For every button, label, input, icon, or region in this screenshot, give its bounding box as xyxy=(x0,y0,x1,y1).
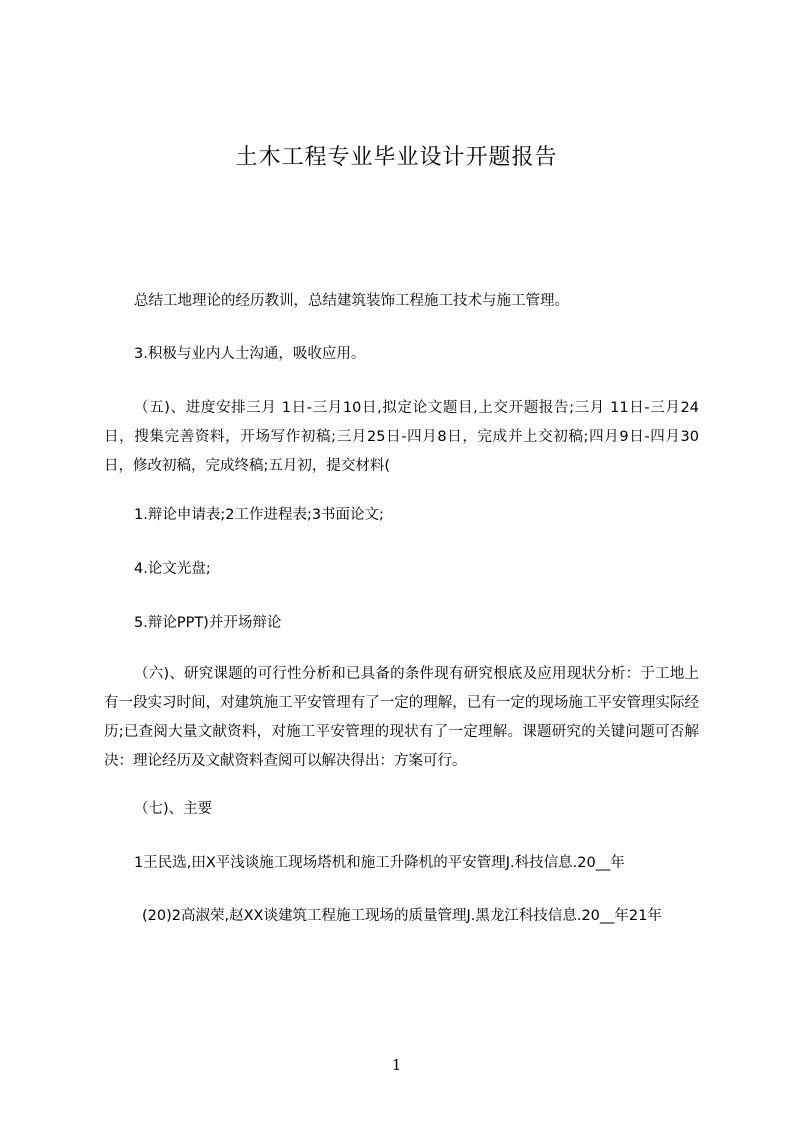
paragraph-materials-list: 1.辩论申请表;2工作进程表;3书面论文; xyxy=(134,507,384,523)
paragraph-summary: 总结工地理论的经历教训，总结建筑装饰工程施工技术与施工管理。 xyxy=(134,293,569,309)
paragraph-feasibility xyxy=(104,660,699,776)
paragraph-defense: 5.辩论PPT)并开场辩论 xyxy=(134,615,282,631)
paragraph-feasibility-text: （六)、研究课题的可行性分析和已具备的条件现有研究根底及应用现状分析：于工地上有一段实习时间，对建筑施工平安管理有了一定的理解，已有一定的现场施工平安管理实际经历;已查阅大量文献资料，对施工平安管理的现状有了一定理解。课题研究的关键问题可否解决：理论经历及文献资料查阅可以解决得出：方案可行。 xyxy=(104,666,699,769)
reference-2-text: (20)2高淑荣,赵XX谈建筑工程施工现场的质量管理J.黑龙江科技信息.20__年21年 xyxy=(142,908,662,924)
page-number: 1 xyxy=(391,1056,402,1074)
paragraph-schedule-text: （五)、进度安排三月 1日-三月10日,拟定论文题目,上交开题报告;三月 11日-三月24日，搜集完善资料，开场写作初稿;三月25日-四月8日，完成并上交初稿;四月9日-四月30日，修改初稿，完成终稿;五月初，提交材料( xyxy=(104,400,699,474)
paragraph-schedule xyxy=(104,394,699,481)
paragraph-communication: 3.积极与业内人士沟通，吸收应用。 xyxy=(134,346,366,362)
document-title: 土木工程专业毕业设计开题报告 xyxy=(235,145,558,170)
reference-1: 1王民选,田X平浅谈施工现场塔机和施工升降机的平安管理J.科技信息.20__年 xyxy=(134,855,625,871)
paragraph-disc: 4.论文光盘; xyxy=(134,561,211,577)
reference-2 xyxy=(104,902,699,931)
paragraph-main: （七)、主要 xyxy=(134,801,213,817)
